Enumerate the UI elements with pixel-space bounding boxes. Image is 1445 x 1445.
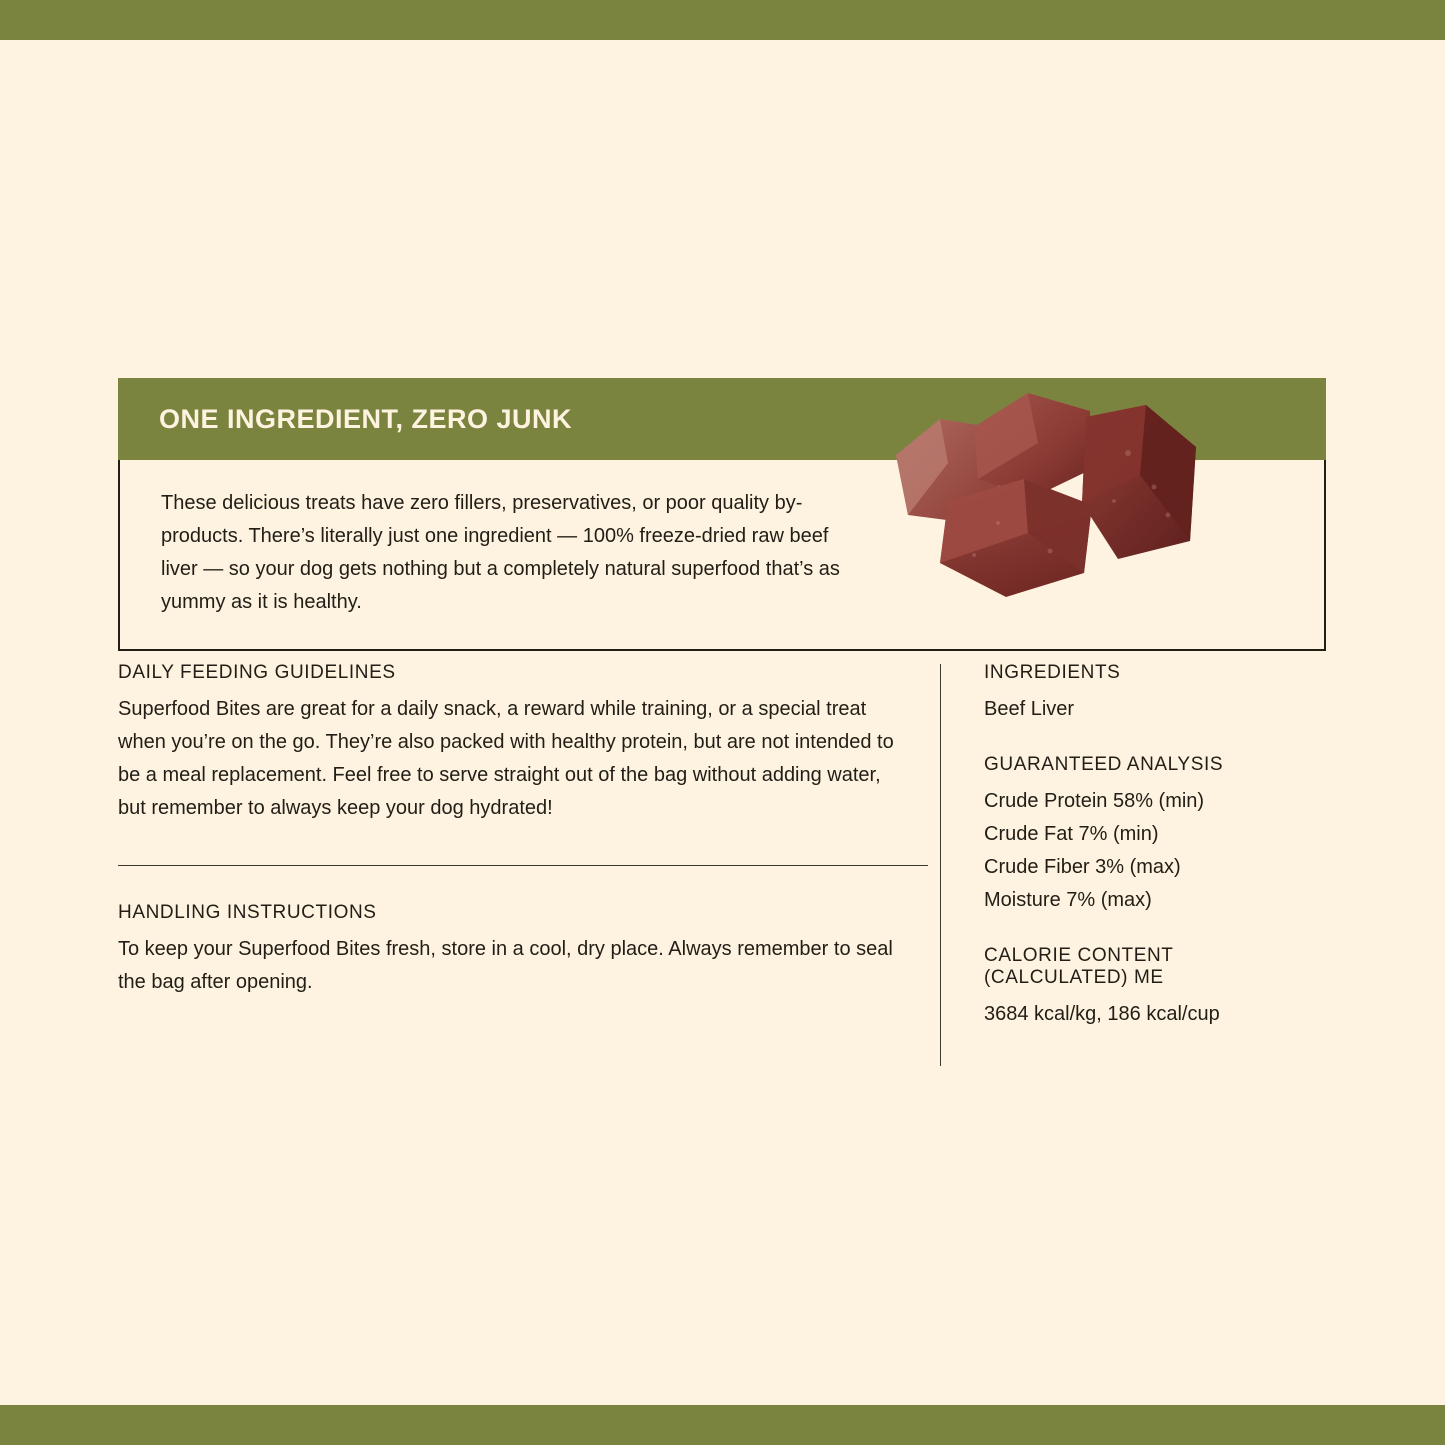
guaranteed-analysis-row: Crude Protein 58% (min) xyxy=(984,790,1205,812)
handling-instructions-heading: HANDLING INSTRUCTIONS xyxy=(118,902,377,923)
calorie-content-heading-line2: (CALCULATED) ME xyxy=(984,967,1164,988)
ingredients-block xyxy=(984,662,1326,726)
guaranteed-analysis-row: Moisture 7% (max) xyxy=(984,889,1152,911)
daily-feeding-guidelines-block xyxy=(118,662,900,825)
top-color-band xyxy=(0,0,1445,40)
guaranteed-analysis-row: Crude Fiber 3% (max) xyxy=(984,856,1181,878)
right-column xyxy=(941,662,1326,1066)
hero-title: ONE INGREDIENT, ZERO JUNK xyxy=(159,403,573,434)
spacer xyxy=(984,917,1326,945)
daily-feeding-guidelines-body: Superfood Bites are great for a daily snack, a reward while training, or a special treat when you’re on the go. They’re also packed with healthy protein, but are not intended to be a meal replacement. Feel free to serve straight out of the bag without adding water, but remember to always keep your dog hydrated! xyxy=(118,698,894,819)
hero-header xyxy=(118,378,1326,460)
guaranteed-analysis-row: Crude Fat 7% (min) xyxy=(984,823,1159,845)
details-section xyxy=(118,662,1326,1066)
spacer xyxy=(984,726,1326,754)
calorie-content-block xyxy=(984,945,1326,1031)
bottom-color-band xyxy=(0,1405,1445,1445)
section-divider xyxy=(118,865,928,866)
left-column xyxy=(118,662,940,1066)
handling-instructions-block xyxy=(118,902,900,999)
handling-instructions-body: To keep your Superfood Bites fresh, store in a cool, dry place. Always remember to seal the bag after opening. xyxy=(118,938,893,993)
ingredients-heading: INGREDIENTS xyxy=(984,662,1121,683)
calorie-content-heading-line1: CALORIE CONTENT xyxy=(984,945,1174,966)
guaranteed-analysis-block xyxy=(984,754,1326,917)
calorie-content-value: 3684 kcal/kg, 186 kcal/cup xyxy=(984,1003,1220,1025)
guaranteed-analysis-heading: GUARANTEED ANALYSIS xyxy=(984,754,1224,775)
hero-callout xyxy=(118,378,1326,651)
hero-paragraph: These delicious treats have zero fillers, preservatives, or poor quality by-products. There’s literally just one ingredient — 100% freeze-dried raw beef liver — so your dog gets nothing but a completely natural superfood that’s as yummy as it is healthy. xyxy=(161,492,840,613)
daily-feeding-guidelines-heading: DAILY FEEDING GUIDELINES xyxy=(118,662,396,683)
ingredients-value: Beef Liver xyxy=(984,698,1075,720)
hero-body xyxy=(118,460,1326,651)
